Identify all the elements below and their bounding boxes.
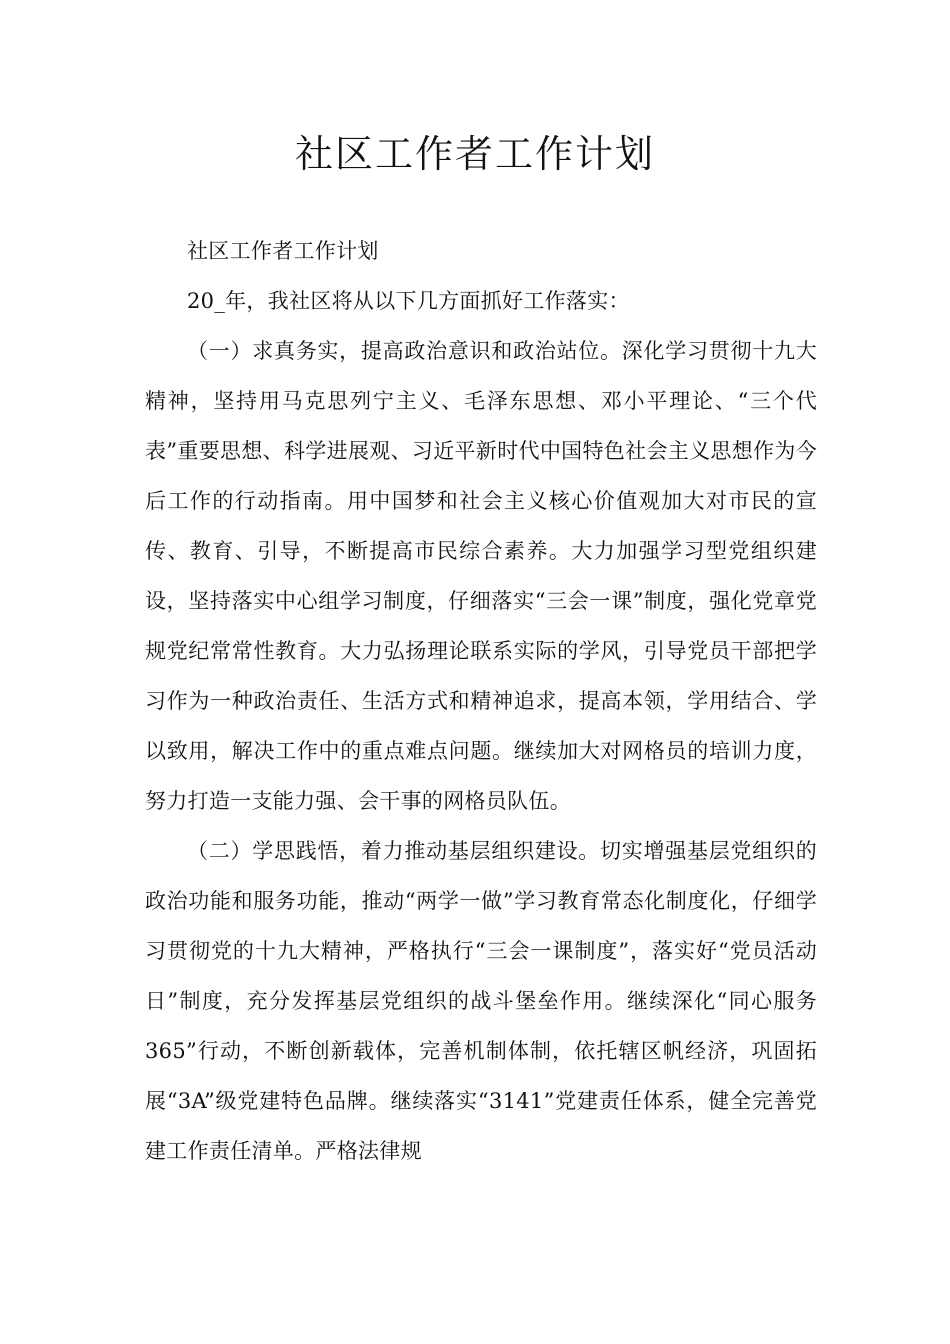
intro-paragraph: 20_年，我社区将从以下几方面抓好工作落实：	[187, 289, 630, 313]
document-subtitle: 社区工作者工作计划	[187, 239, 379, 263]
section-one-paragraph: （一）求真务实，提高政治意识和政治站位。深化学习贯彻十九大精神，坚持用马克思列宁主义、毛泽东思想、邓小平理论、“三个代表”重要思想、科学进展观、习近平新时代中国特色社会主义思想作为今后工作的行动指南。用中国梦和社会主义核心价值观加大对市民的宣传、教育、引导，不断提高市民综合素养。大力加强学习型党组织建设，坚持落实中心组学习制度，仔细落实“三会一课”制度，强化党章党规党纪常常性教育。大力弘扬理论联系实际的学风，引导党员干部把学习作为一种政治责任、生活方式和精神追求，提高本领，学用结合、学以致用，解决工作中的重点难点问题。继续加大对网格员的培训力度，努力打造一支能力强、会干事的网格员队伍。	[145, 339, 817, 813]
section-two-paragraph: （二）学思践悟，着力推动基层组织建设。切实增强基层党组织的政治功能和服务功能，推动“两学一做”学习教育常态化制度化，仔细学习贯彻党的十九大精神，严格执行“三会一课制度”，落实好“党员活动日”制度，充分发挥基层党组织的战斗堡垒作用。继续深化“同心服务365”行动，不断创新载体，完善机制体制，依托辖区帆经济，巩固拓展“3A”级党建特色品牌。继续落实“3141”党建责任体系，健全完善党建工作责任清单。严格法律规	[145, 839, 817, 1163]
document-body	[145, 226, 817, 1176]
document-title: 社区工作者工作计划	[294, 132, 655, 176]
